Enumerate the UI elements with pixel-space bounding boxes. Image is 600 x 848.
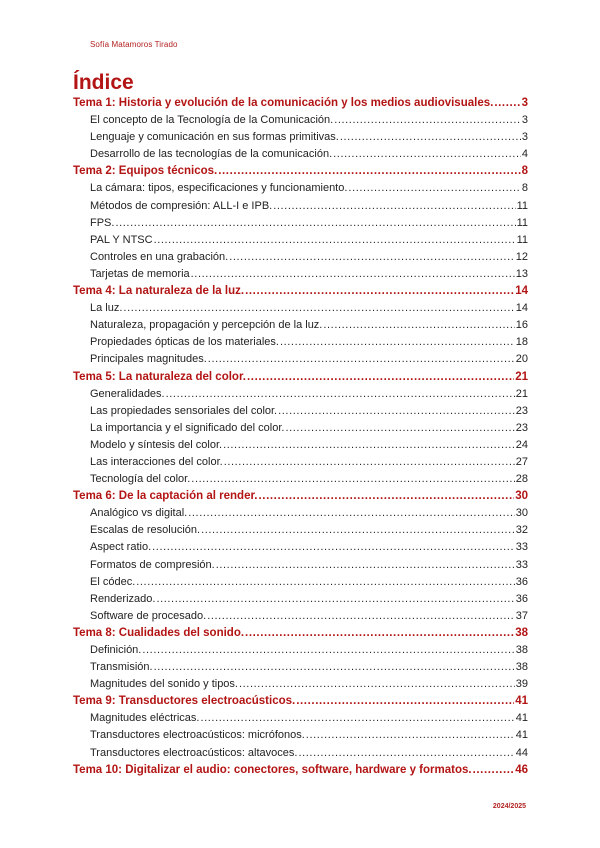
toc-page-number: 37	[515, 609, 528, 622]
toc-entry-title: Propiedades ópticas de los materiales.	[90, 336, 279, 349]
toc-page-number: 30	[515, 507, 528, 520]
toc-page-number: 14	[515, 285, 528, 298]
academic-year: 2024/2025	[492, 803, 526, 810]
toc-entry-title: Analógico vs digital.	[90, 507, 188, 520]
toc-entry-title: Las propiedades sensoriales del color.	[90, 404, 278, 417]
toc-section-entry[interactable]	[73, 334, 528, 351]
dot-leader	[245, 283, 514, 300]
toc-page-number: 30	[515, 490, 528, 503]
toc-page-number: 12	[515, 250, 528, 263]
toc-chapter-entry[interactable]	[73, 762, 528, 779]
dot-leader	[473, 762, 515, 779]
dot-leader	[323, 317, 514, 334]
dot-leader	[191, 471, 514, 488]
dot-leader	[247, 369, 514, 386]
dot-leader	[494, 95, 520, 112]
dot-leader	[273, 198, 515, 215]
toc-entry-title: Tema 4: La naturaleza de la luz.	[73, 285, 245, 298]
toc-page-number: 33	[515, 558, 528, 571]
toc-section-entry[interactable]	[73, 745, 528, 762]
toc-entry-title: La luz.	[90, 302, 123, 315]
dot-leader	[285, 420, 514, 437]
toc-section-entry[interactable]	[73, 198, 528, 215]
toc-page-number: 11	[516, 199, 528, 212]
dot-leader	[191, 266, 515, 283]
toc-page-number: 23	[515, 404, 528, 417]
toc-entry-title: Tema 9: Transductores electroacústicos.	[73, 695, 296, 708]
dot-leader	[348, 180, 520, 197]
toc-section-entry[interactable]	[73, 727, 528, 744]
toc-section-entry[interactable]	[73, 146, 528, 163]
toc-page-number: 13	[515, 267, 528, 280]
toc-page-number: 32	[515, 524, 528, 537]
toc-entry-title: Desarrollo de las tecnologías de la comunicación.	[90, 148, 333, 161]
toc-entry-title: Definición.	[90, 644, 142, 656]
dot-leader	[208, 351, 515, 368]
toc-page-number: 21	[515, 370, 528, 383]
dot-leader	[245, 625, 514, 642]
toc-section-entry[interactable]	[73, 351, 528, 368]
toc-entry-title: Controles en una grabación.	[90, 250, 229, 263]
table-of-contents	[73, 95, 528, 779]
toc-page-number: 46	[515, 763, 528, 776]
toc-section-entry[interactable]	[73, 676, 528, 693]
toc-page-number: 38	[515, 644, 528, 656]
toc-entry-title: Tema 8: Cualidades del sonido.	[73, 626, 245, 639]
toc-page-number: 38	[515, 661, 528, 674]
toc-page-number: 3	[521, 114, 528, 127]
toc-section-entry[interactable]	[73, 591, 528, 608]
toc-page-number: 21	[515, 387, 528, 400]
dot-leader	[296, 693, 514, 710]
toc-page-number: 11	[516, 216, 528, 229]
toc-chapter-entry[interactable]	[73, 95, 528, 112]
toc-entry-title: Tema 2: Equipos técnicos.	[73, 165, 218, 178]
toc-entry-title: Generalidades.	[90, 387, 165, 400]
toc-section-entry[interactable]	[73, 522, 528, 539]
dot-leader	[334, 112, 521, 129]
dot-leader	[306, 727, 515, 744]
dot-leader	[200, 710, 514, 727]
dot-leader	[156, 591, 514, 608]
toc-section-entry[interactable]	[73, 232, 528, 249]
toc-chapter-entry[interactable]	[73, 163, 528, 180]
toc-entry-title: Software de procesado.	[90, 609, 207, 622]
toc-entry-title: Tema 5: La naturaleza del color.	[73, 370, 246, 383]
toc-entry-title: Transmisión.	[90, 661, 153, 674]
toc-chapter-entry[interactable]	[73, 283, 528, 300]
toc-entry-title: Tarjetas de memoria	[90, 267, 190, 280]
toc-page-number: 27	[515, 455, 528, 468]
dot-leader	[298, 745, 514, 762]
toc-entry-title: Principales magnitudes.	[90, 353, 207, 366]
toc-entry-title: Tecnología del color.	[90, 473, 191, 486]
toc-page-number: 23	[515, 421, 528, 434]
toc-section-entry[interactable]	[73, 471, 528, 488]
toc-section-entry[interactable]	[73, 403, 528, 420]
toc-entry-title: Magnitudes eléctricas.	[90, 712, 200, 725]
toc-page-number: 41	[515, 729, 528, 742]
toc-chapter-entry[interactable]	[73, 488, 528, 505]
toc-page-number: 3	[521, 97, 528, 109]
dot-leader	[229, 249, 515, 266]
toc-page-number: 41	[515, 695, 528, 708]
toc-section-entry[interactable]	[73, 420, 528, 437]
toc-entry-title: Renderizado.	[90, 592, 156, 605]
author-name: Sofía Matamoros Tirado	[90, 40, 178, 49]
dot-leader	[166, 386, 515, 403]
toc-entry-title: Aspect ratio.	[90, 541, 152, 554]
toc-entry-title: Magnitudes del sonido y tipos.	[90, 678, 238, 691]
dot-leader	[142, 642, 514, 659]
toc-page-number: 38	[515, 626, 528, 639]
dot-leader	[259, 488, 515, 505]
toc-page-number: 8	[521, 182, 528, 195]
toc-entry-title: Transductores electroacústicos: altavoces.	[90, 746, 298, 759]
toc-entry-title: La cámara: tipos, especificaciones y funcionamiento.	[90, 182, 348, 195]
toc-entry-title: Métodos de compresión: ALL-I e IPB.	[90, 199, 273, 212]
toc-section-entry[interactable]	[73, 608, 528, 625]
toc-entry-title: Tema 1: Historia y evolución de la comunicación y los medios audiovisuales.	[73, 97, 494, 109]
toc-page-number: 36	[515, 592, 528, 605]
toc-page-number: 39	[515, 678, 528, 691]
dot-leader	[280, 334, 515, 351]
toc-section-entry[interactable]	[73, 266, 528, 283]
dot-leader	[218, 163, 520, 180]
dot-leader	[152, 539, 515, 556]
dot-leader	[239, 676, 515, 693]
toc-section-entry[interactable]	[73, 505, 528, 522]
dot-leader	[278, 403, 515, 420]
toc-page-number: 20	[515, 353, 528, 366]
toc-entry-title: Modelo y síntesis del color.	[90, 438, 223, 451]
toc-section-entry[interactable]	[73, 659, 528, 676]
toc-entry-title: PAL Y NTSC	[90, 233, 153, 246]
toc-section-entry[interactable]	[73, 437, 528, 454]
toc-page-number: 11	[516, 233, 528, 246]
toc-entry-title: Tema 10: Digitalizar el audio: conectores, software, hardware y formatos.	[73, 763, 472, 776]
toc-page-number: 24	[515, 438, 528, 451]
toc-section-entry[interactable]	[73, 317, 528, 334]
toc-section-entry[interactable]	[73, 557, 528, 574]
dot-leader	[136, 574, 515, 591]
toc-entry-title: Las interacciones del color.	[90, 455, 223, 468]
toc-title: Índice	[73, 71, 134, 94]
toc-section-entry[interactable]	[73, 300, 528, 317]
dot-leader	[216, 557, 515, 574]
toc-page-number: 36	[515, 575, 528, 588]
toc-entry-title: Formatos de compresión.	[90, 558, 215, 571]
toc-page-number: 41	[515, 712, 528, 725]
toc-page-number: 8	[521, 165, 528, 178]
dot-leader	[188, 505, 515, 522]
toc-entry-title: La importancia y el significado del color.	[90, 421, 285, 434]
toc-entry-title: El concepto de la Tecnología de la Comunicación.	[90, 114, 334, 127]
toc-page-number: 28	[515, 473, 528, 486]
toc-section-entry[interactable]	[73, 710, 528, 727]
toc-page-number: 33	[515, 541, 528, 554]
toc-section-entry[interactable]	[73, 180, 528, 197]
toc-section-entry[interactable]	[73, 249, 528, 266]
dot-leader	[223, 437, 515, 454]
toc-section-entry[interactable]	[73, 539, 528, 556]
toc-section-entry[interactable]	[73, 574, 528, 591]
toc-entry-title: Escalas de resolución.	[90, 524, 201, 537]
toc-chapter-entry[interactable]	[73, 369, 528, 386]
toc-section-entry[interactable]	[73, 215, 528, 232]
toc-section-entry[interactable]	[73, 454, 528, 471]
toc-entry-title: El códec.	[90, 575, 136, 588]
toc-section-entry[interactable]	[73, 112, 528, 129]
toc-page-number: 18	[515, 336, 528, 349]
toc-entry-title: Tema 6: De la captación al render.	[73, 490, 258, 503]
toc-section-entry[interactable]	[73, 642, 528, 659]
toc-page-number: 44	[515, 746, 528, 759]
toc-chapter-entry[interactable]	[73, 693, 528, 710]
toc-page-number: 3	[521, 131, 528, 144]
dot-leader	[333, 146, 521, 163]
toc-page-number: 4	[521, 148, 528, 161]
toc-page-number: 16	[515, 319, 528, 332]
toc-section-entry[interactable]	[73, 129, 528, 146]
dot-leader	[224, 454, 515, 471]
toc-page-number: 14	[515, 302, 528, 315]
dot-leader	[154, 232, 516, 249]
dot-leader	[340, 129, 521, 146]
dot-leader	[207, 608, 515, 625]
dot-leader	[154, 659, 515, 676]
dot-leader	[201, 522, 515, 539]
toc-chapter-entry[interactable]	[73, 625, 528, 642]
toc-entry-title: Lenguaje y comunicación en sus formas primitivas.	[90, 131, 339, 144]
toc-entry-title: Transductores electroacústicos: micrófonos.	[90, 729, 305, 742]
dot-leader	[123, 300, 514, 317]
toc-entry-title: FPS.	[90, 216, 115, 229]
dot-leader	[115, 215, 515, 232]
toc-section-entry[interactable]	[73, 386, 528, 403]
toc-entry-title: Naturaleza, propagación y percepción de la luz.	[90, 319, 323, 332]
